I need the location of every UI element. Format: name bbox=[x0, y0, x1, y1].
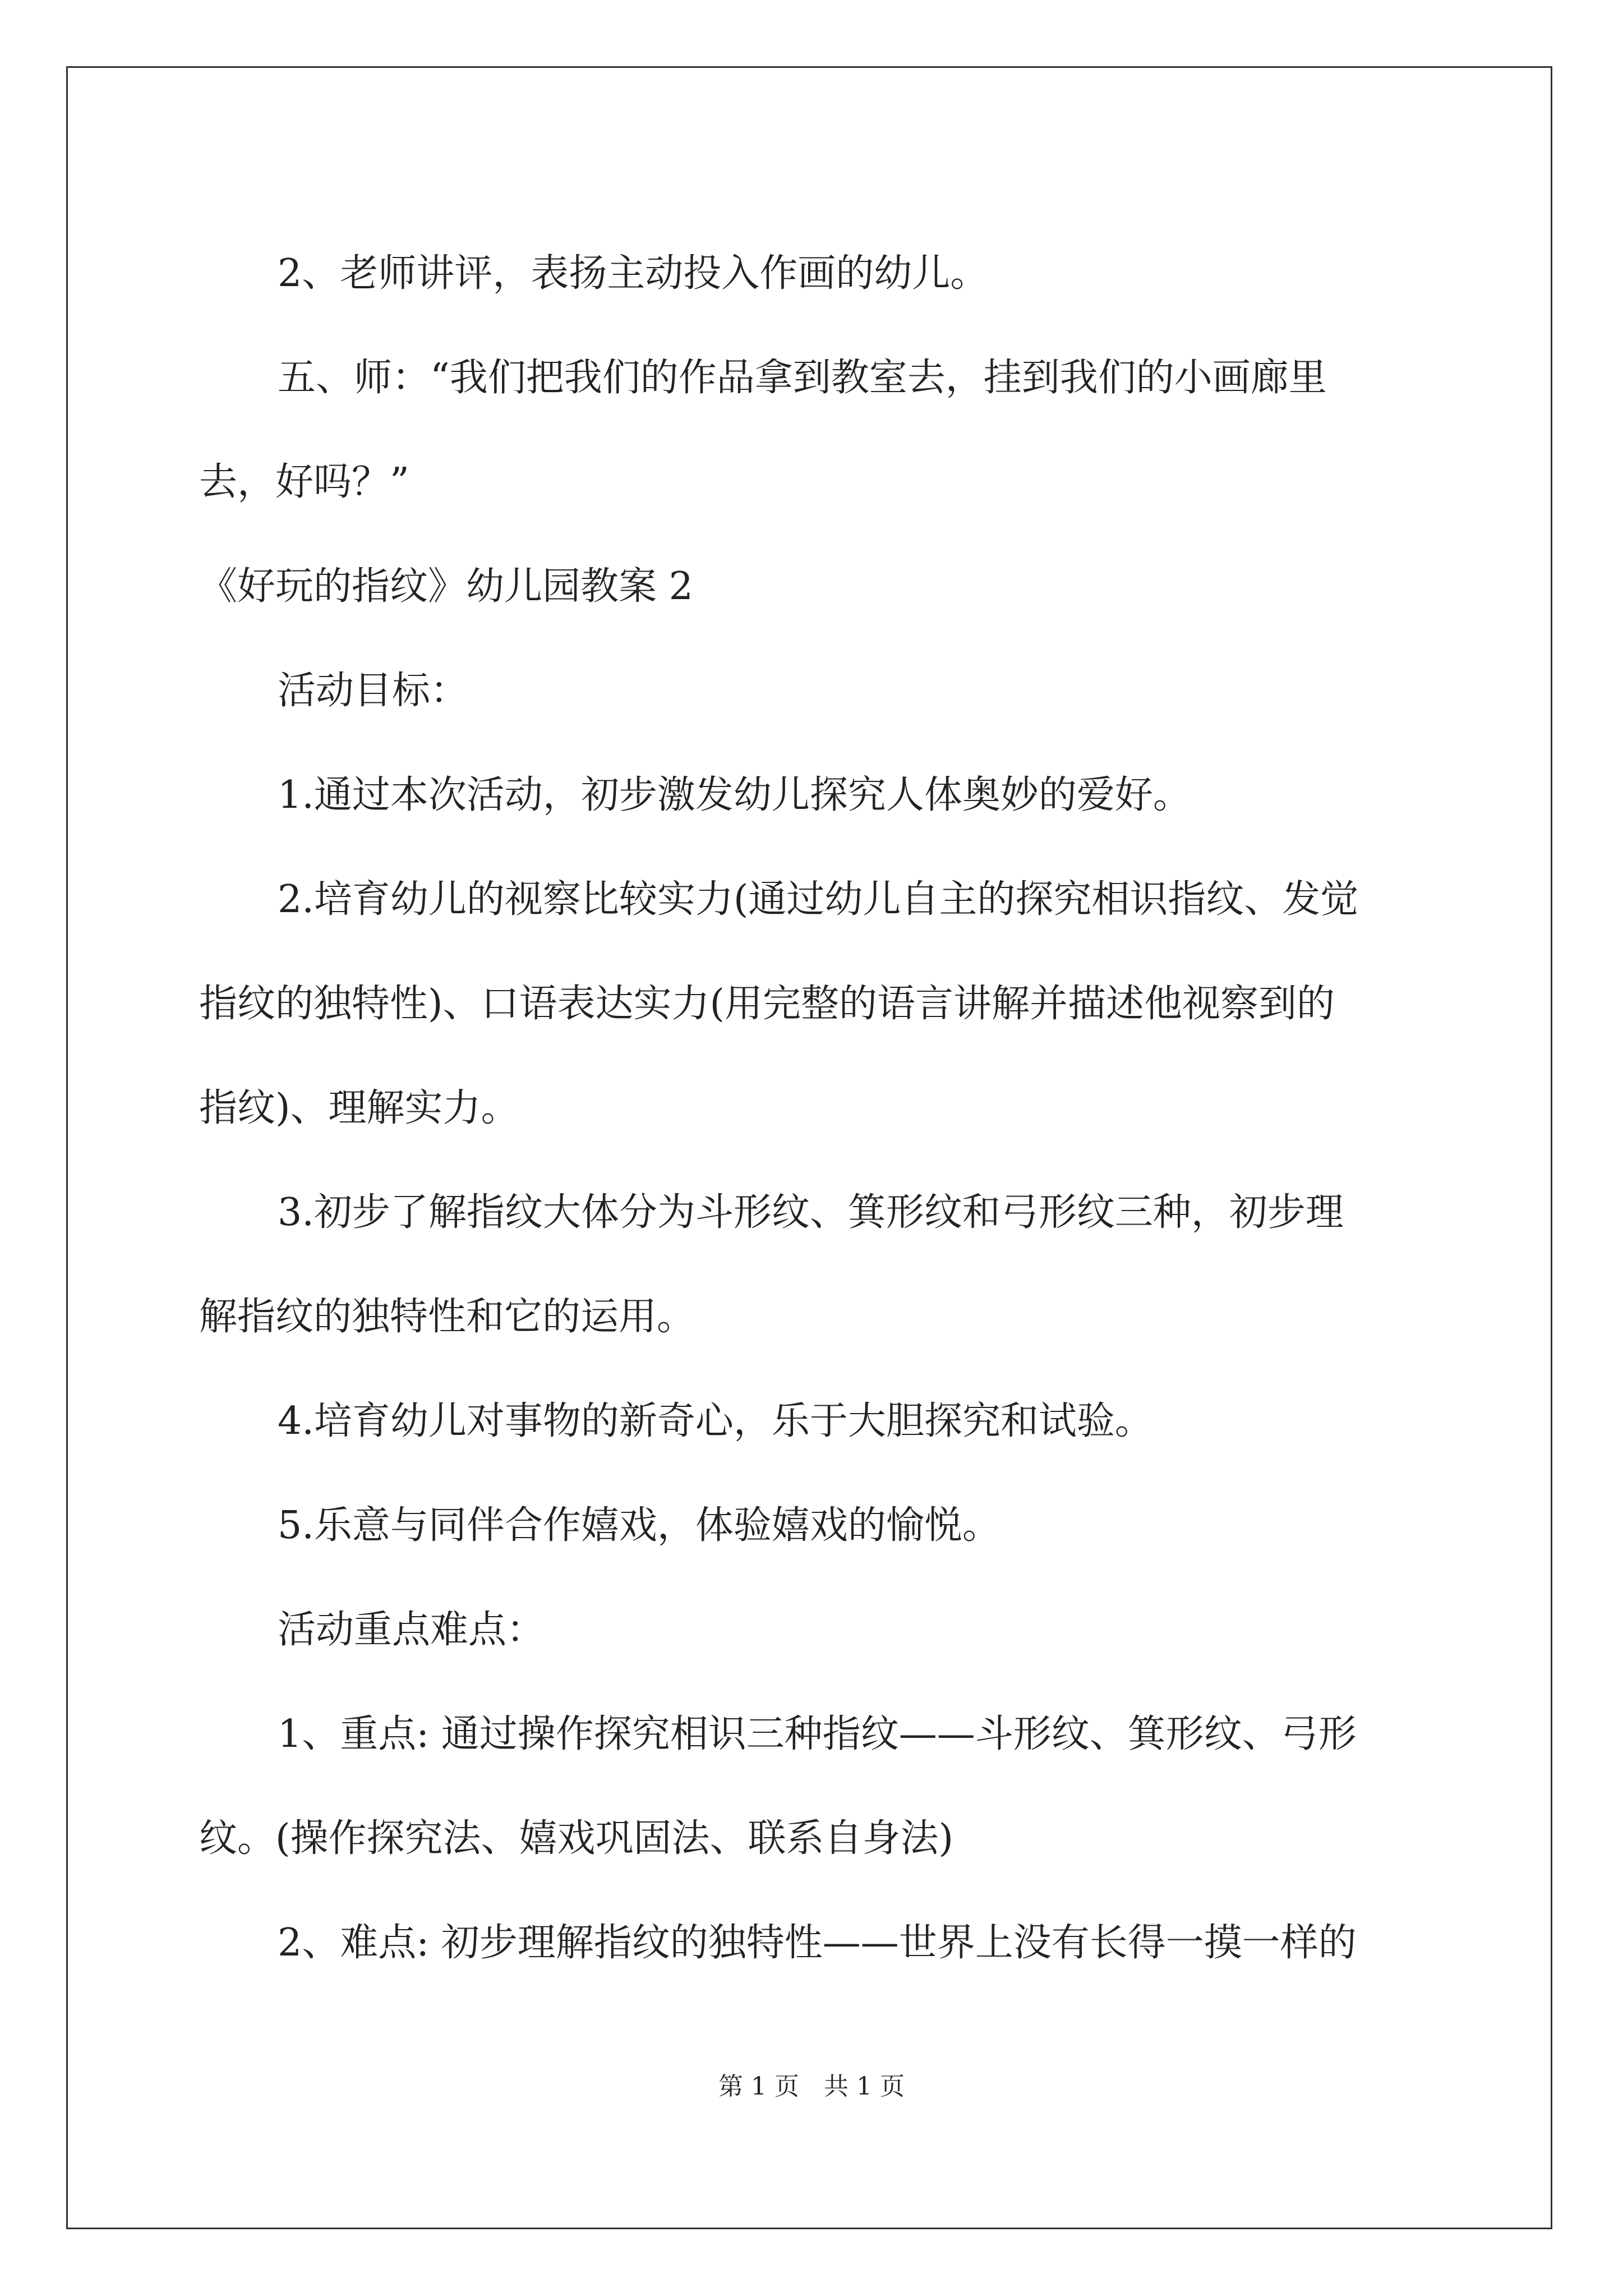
page-footer bbox=[0, 2070, 1623, 2104]
page-number-label: 第 1 页 共 1 页 bbox=[718, 2072, 905, 2101]
paragraph: 4.培育幼儿对事物的新奇心，乐于大胆探究和试验。 bbox=[278, 1399, 1153, 1443]
paragraph-line: 指纹)、理解实力。 bbox=[199, 1086, 519, 1130]
paragraph-line: 去，好吗？” bbox=[199, 460, 409, 504]
paragraph: 5.乐意与同伴合作嬉戏，体验嬉戏的愉悦。 bbox=[278, 1503, 1000, 1548]
paragraph-line: 3.初步了解指纹大体分为斗形纹、箕形纹和弓形纹三种，初步理 bbox=[278, 1190, 1344, 1235]
section-heading: 《好玩的指纹》幼儿园教案 2 bbox=[199, 564, 693, 609]
document-body bbox=[199, 222, 1438, 1995]
paragraph: 2、难点: 初步理解指纹的独特性——世界上没有长得一摸一样的 bbox=[278, 1921, 1357, 1965]
paragraph-line: 解指纹的独特性和它的运用。 bbox=[199, 1295, 695, 1339]
paragraph: 活动重点难点： bbox=[278, 1608, 545, 1652]
paragraph-line: 2.培育幼儿的视察比较实力(通过幼儿自主的探究相识指纹、发觉 bbox=[278, 877, 1359, 922]
paragraph-line: 五、师：“我们把我们的作品拿到教室去，挂到我们的小画廊里 bbox=[278, 356, 1327, 400]
paragraph-line: 指纹的独特性)、口语表达实力(用完整的语言讲解并描述他视察到的 bbox=[199, 982, 1335, 1026]
paragraph-line: 1、重点: 通过操作探究相识三种指纹——斗形纹、箕形纹、弓形 bbox=[278, 1712, 1357, 1756]
paragraph: 1.通过本次活动，初步激发幼儿探究人体奥妙的爱好。 bbox=[278, 773, 1191, 817]
paragraph-line: 纹。(操作探究法、嬉戏巩固法、联系自身法) bbox=[199, 1816, 954, 1861]
paragraph: 活动目标： bbox=[278, 669, 469, 713]
paragraph: 2、老师讲评，表扬主动投入作画的幼儿。 bbox=[278, 251, 989, 296]
